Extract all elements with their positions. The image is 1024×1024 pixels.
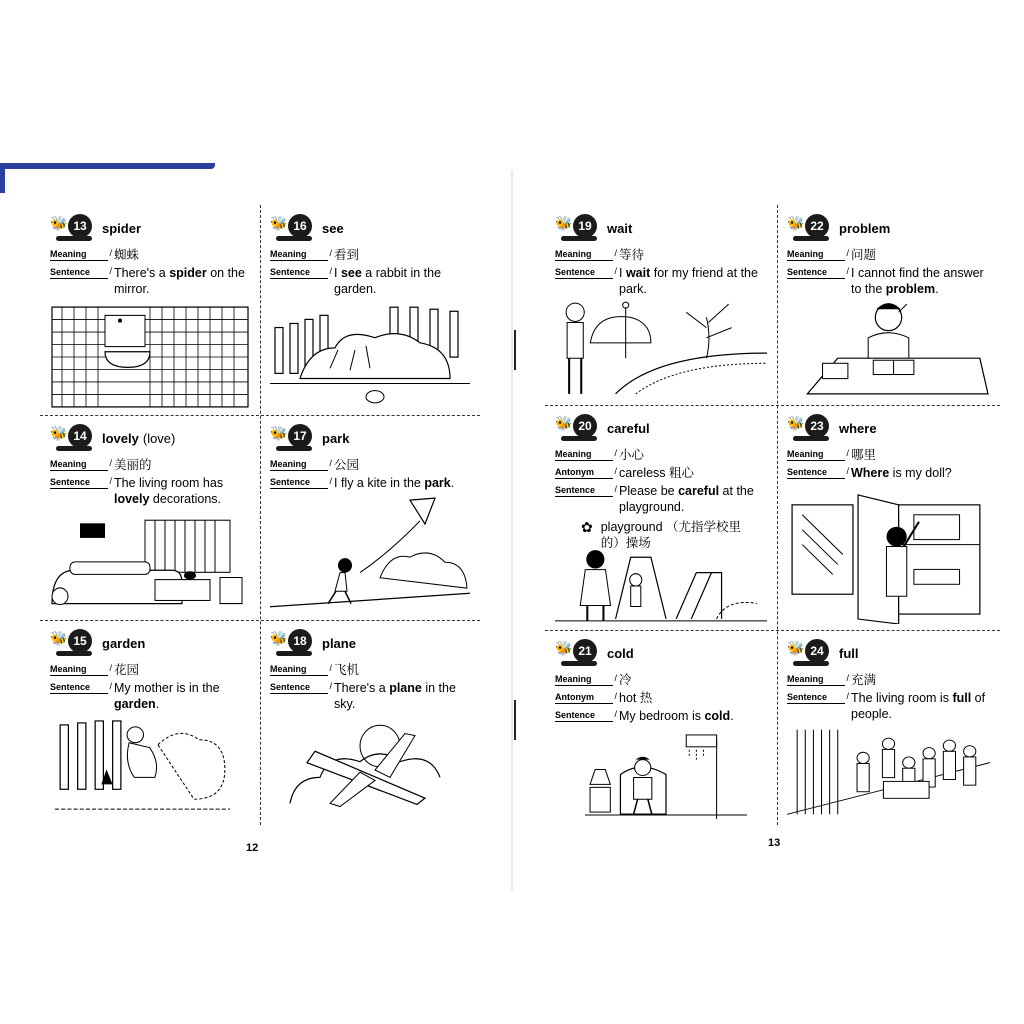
vocab-word: plane [322,635,356,651]
vocab-card-lovely [40,415,260,620]
number-badge [50,214,96,242]
meaning-value: 看到 [334,248,360,262]
bee-icon: 🐝 [787,215,805,231]
bee-icon: 🐝 [50,630,68,646]
vocab-card-spider [40,205,260,415]
vocab-word: park [322,430,350,446]
sentence-value: The living room is full of people. [851,691,986,721]
badge-number: 24 [805,639,829,663]
sentence-label: Sentence / [50,475,108,489]
meaning-label: Meaning / [787,247,845,261]
badge-number: 19 [573,214,597,238]
sentence-value: Please be careful at the playground. [619,484,754,514]
meaning-value: 等待 [619,248,645,262]
vocab-word: wait [607,220,633,236]
badge-number: 21 [573,639,597,663]
vocab-card-plane [260,620,480,825]
badge-number: 17 [288,424,312,448]
cupboard-girl-illustration [787,485,990,624]
badge-number: 13 [68,214,92,238]
bee-icon: 🐝 [787,415,805,431]
number-badge [555,214,601,242]
vocab-word: full [839,645,859,661]
extra-vocab-text: playground （尤指学校里的）操场 [600,520,742,550]
bee-icon: 🐝 [555,215,573,231]
plane-sky-illustration [285,720,455,819]
antonym-value: hot 热 [619,691,653,705]
antonym-value: careless 粗心 [619,466,695,480]
spine-mark [514,700,516,740]
antonym-label: Antonym / [555,465,613,479]
vocab-word: problem [839,220,891,236]
crowded-living-room-illustration [787,725,990,819]
gardening-mother-illustration [55,715,230,819]
meaning-label: Meaning / [50,457,108,471]
meaning-value: 哪里 [851,448,877,462]
bee-icon: 🐝 [270,630,288,646]
vocab-word: cold [607,645,634,661]
sentence-label: Sentence / [555,483,613,497]
sentence-label: Sentence / [270,475,328,489]
vocab-word: see [322,220,344,236]
vocab-card-careful [545,405,777,630]
kite-park-illustration [270,495,470,614]
sentence-value: The living room has lovely decorations. [114,476,224,506]
meaning-value: 充满 [851,673,877,687]
meaning-label: Meaning / [270,247,328,261]
meaning-label: Meaning / [270,662,328,676]
waiting-park-illustration [555,297,767,399]
badge-number: 15 [68,629,92,653]
badge-number: 18 [288,629,312,653]
living-room-illustration [50,515,250,614]
sentence-label: Sentence / [270,680,328,694]
meaning-value: 公园 [334,458,360,472]
bee-icon: 🐝 [270,215,288,231]
number-badge [787,414,833,442]
bee-icon: 🐝 [787,640,805,656]
vocab-card-park [260,415,480,620]
vocab-card-wait [545,205,777,405]
vocab-word: spider [102,220,142,236]
garden-rabbit-illustration [270,297,470,409]
badge-number: 20 [573,414,597,438]
number-badge [787,214,833,242]
sentence-value: There's a plane in the sky. [334,681,456,711]
meaning-value: 冷 [619,673,632,687]
flower-icon: ✿ [581,519,593,535]
sentence-label: Sentence / [787,465,845,479]
number-badge [555,639,601,667]
vocab-card-see [260,205,480,415]
book-spine [511,170,513,890]
badge-number: 23 [805,414,829,438]
sentence-value: I cannot find the answer to the problem. [851,266,984,296]
bee-icon: 🐝 [555,640,573,656]
meaning-value: 美丽的 [114,458,152,472]
sentence-value: There's a spider on the mirror. [114,266,245,296]
meaning-label: Meaning / [270,457,328,471]
sentence-label: Sentence / [50,265,108,279]
sentence-label: Sentence / [555,265,613,279]
meaning-label: Meaning / [555,672,613,686]
badge-number: 22 [805,214,829,238]
cold-bedroom-illustration [585,730,747,819]
sentence-label: Sentence / [787,265,845,279]
vocab-card-garden [40,620,260,825]
meaning-label: Meaning / [555,447,613,461]
number-badge [50,424,96,452]
bee-icon: 🐝 [555,415,573,431]
vocab-card-cold [545,630,777,825]
bee-icon: 🐝 [50,425,68,441]
vocab-word: lovely [102,430,139,446]
number-badge [270,214,316,242]
sentence-value: I wait for my friend at the park. [619,266,758,296]
meaning-label: Meaning / [555,247,613,261]
bee-icon: 🐝 [50,215,68,231]
sentence-label: Sentence / [787,690,845,704]
meaning-value: 小心 [619,448,645,462]
meaning-label: Meaning / [787,672,845,686]
sentence-value: My bedroom is cold. [619,709,734,723]
number-badge [555,414,601,442]
vocab-card-full [777,630,1000,825]
number-badge [270,629,316,657]
blue-book-edge [0,163,215,169]
number-badge [50,629,96,657]
meaning-value: 花园 [114,663,140,677]
sentence-value: My mother is in the garden. [114,681,220,711]
page-number-right: 13 [768,837,781,849]
sentence-label: Sentence / [50,680,108,694]
vocab-word: careful [607,420,650,436]
sentence-value: I fly a kite in the park. [334,476,455,490]
sentence-value: Where is my doll? [851,466,952,480]
bee-icon: 🐝 [270,425,288,441]
meaning-label: Meaning / [787,447,845,461]
right-page [545,205,1000,825]
vocab-card-problem [777,205,1000,405]
sentence-value: I see a rabbit in the garden. [334,266,442,296]
meaning-value: 问题 [851,248,877,262]
playground-illustration [555,547,767,624]
left-page [40,205,480,825]
badge-number: 14 [68,424,92,448]
sentence-label: Sentence / [270,265,328,279]
page-number-left: 12 [246,842,259,854]
thinking-boy-illustration [787,297,990,399]
meaning-value: 蜘蛛 [114,248,140,262]
meaning-label: Meaning / [50,247,108,261]
spine-mark [514,330,516,370]
vocab-card-where [777,405,1000,630]
number-badge [787,639,833,667]
badge-number: 16 [288,214,312,238]
vocab-word: garden [102,635,146,651]
sentence-label: Sentence / [555,708,613,722]
blue-book-edge-side [0,163,5,193]
meaning-label: Meaning / [50,662,108,676]
bathroom-illustration [50,305,250,409]
meaning-value: 飞机 [334,663,360,677]
vocab-word: where [839,420,877,436]
vocab-root: (love) [142,430,176,446]
antonym-label: Antonym / [555,690,613,704]
number-badge [270,424,316,452]
